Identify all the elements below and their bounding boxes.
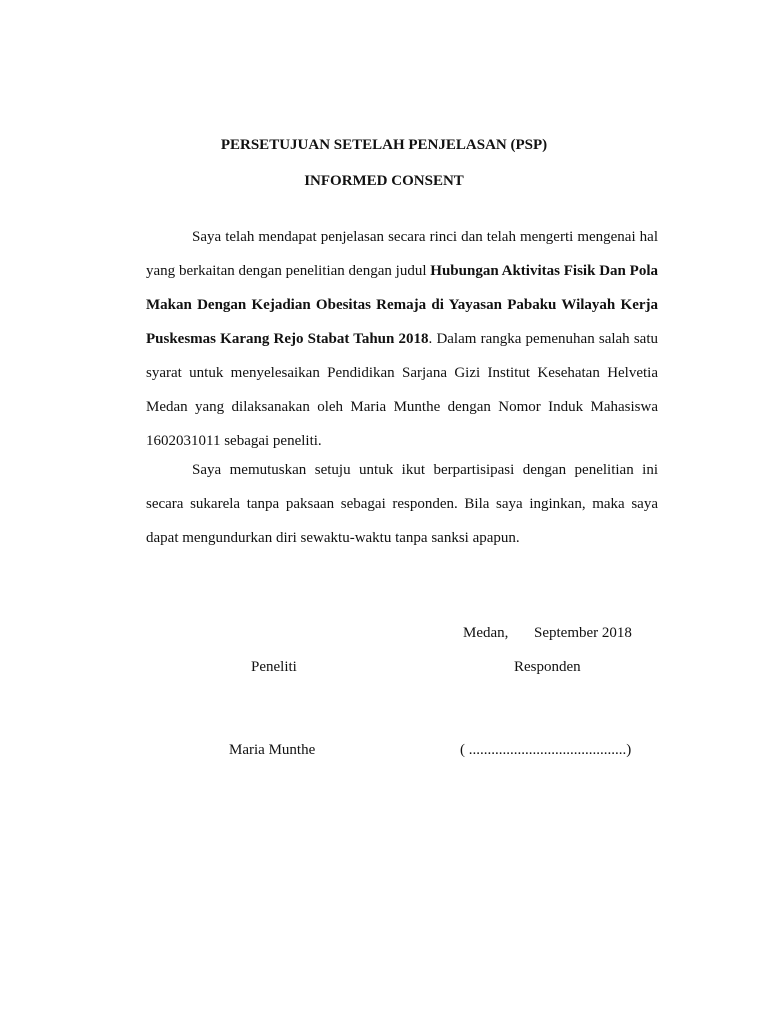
researcher-name: Maria Munthe [229, 742, 316, 758]
document-subtitle: INFORMED CONSENT [304, 173, 464, 189]
consent-paragraph-1 [146, 220, 658, 458]
consent-paragraph-2: Saya memutuskan setuju untuk ikut berpartisipasi dengan penelitian ini secara sukarela tanpa paksaan sebagai responden. Bila saya inginkan, maka saya dapat mengundurkan diri sewaktu-waktu tanpa sanksi apapun. [146, 462, 658, 546]
researcher-role-label: Peneliti [251, 659, 297, 675]
respondent-signature-line: ( ..........................................) [460, 742, 632, 758]
paragraph-1-lead: Saya telah mendapat penjelasan secara rinci dan telah mengerti mengenai hal yang berkaitan dengan penelitian dengan judul [146, 229, 658, 279]
signature-place: Medan, [463, 625, 509, 641]
research-title: Hubungan Aktivitas Fisik Dan Pola Makan Dengan Kejadian Obesitas Remaja di Yayasan Pabaku Wilayah Kerja Puskesmas Karang Rejo Stabat Tahun 2018 [146, 263, 658, 347]
respondent-role-label: Responden [514, 659, 581, 675]
document-title: PERSETUJUAN SETELAH PENJELASAN (PSP) [220, 137, 548, 153]
paragraph-1-tail: . Dalam rangka pemenuhan salah satu syarat untuk menyelesaikan Pendidikan Sarjana Gizi Institut Kesehatan Helvetia Medan yang dilaksanakan oleh Maria Munthe dengan Nomor Induk Mahasiswa 1602031011 sebagai peneliti. [146, 331, 658, 449]
signature-date: September 2018 [534, 625, 632, 641]
